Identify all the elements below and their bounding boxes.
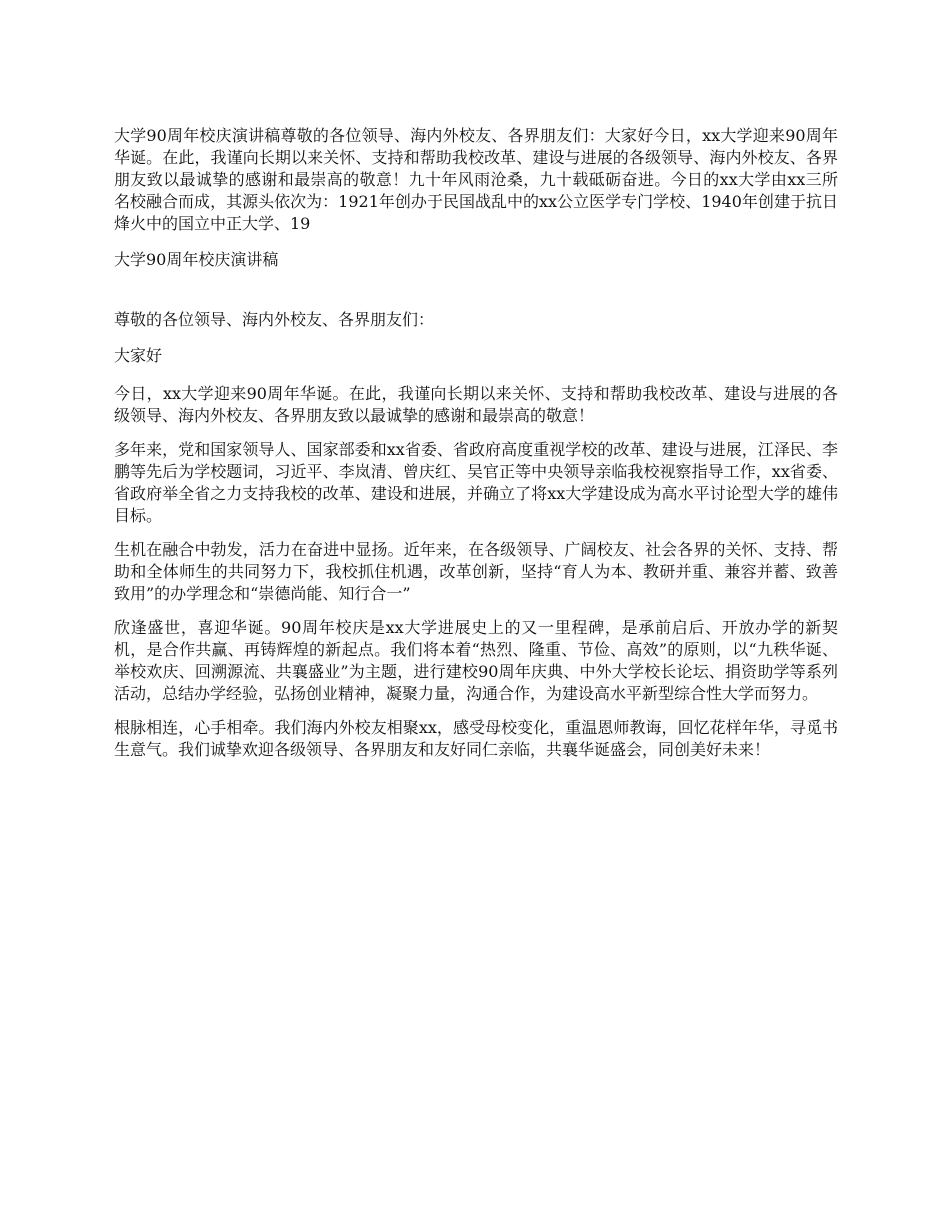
document-page bbox=[114, 125, 838, 773]
salutation: 尊敬的各位领导、海内外校友、各界朋友们： bbox=[114, 310, 435, 329]
paragraph-3: 生机在融合中勃发，活力在奋进中显扬。近年来，在各级领导、广阔校友、社会各界的关怀、支持、帮助和全体师生的共同努力下，我校抓住机遇，改革创新，坚持“育人为本、教研并重、兼容并蓄、致善致用”的办学理念和“崇德尚能、知行合一” bbox=[114, 540, 838, 603]
paragraph-2: 多年来，党和国家领导人、国家部委和xx省委、省政府高度重视学校的改革、建设与进展，江泽民、李鹏等先后为学校题词，习近平、李岚清、曾庆红、吴官正等中央领导亲临我校视察指导工作，xx省委、省政府举全省之力支持我校的改革、建设和进展，并确立了将xx大学建设成为高水平讨论型大学的雄伟目标。 bbox=[114, 440, 838, 525]
paragraph-5: 根脉相连，心手相牵。我们海内外校友相聚xx，感受母校变化，重温恩师教诲，回忆花样年华，寻觅书生意气。我们诚挚欢迎各级领导、各界朋友和友好同仁亲临，共襄华诞盛会，同创美好未来！ bbox=[114, 718, 838, 759]
document-title: 大学90周年校庆演讲稿 bbox=[114, 250, 279, 269]
document-summary: 大学90周年校庆演讲稿尊敬的各位领导、海内外校友、各界朋友们：大家好今日，xx大学迎来90周年华诞。在此，我谨向长期以来关怀、支持和帮助我校改革、建设与进展的各级领导、海内外校友、各界朋友致以最诚挚的感谢和最崇高的敬意！九十年风雨沧桑，九十载砥砺奋进。今日的xx大学由xx三所名校融合而成，其源头依次为：1921年创办于民国战乱中的xx公立医学专门学校、1940年创建于抗日烽火中的国立中正大学、19 bbox=[114, 126, 838, 233]
greeting: 大家好 bbox=[114, 346, 163, 365]
paragraph-1: 今日，xx大学迎来90周年华诞。在此，我谨向长期以来关怀、支持和帮助我校改革、建设与进展的各级领导、海内外校友、各界朋友致以最诚挚的感谢和最崇高的敬意！ bbox=[114, 384, 838, 425]
paragraph-4: 欣逢盛世，喜迎华诞。90周年校庆是xx大学进展史上的又一里程碑，是承前启后、开放办学的新契机，是合作共赢、再铸辉煌的新起点。我们将本着“热烈、隆重、节俭、高效”的原则，以“九秩华诞、举校欢庆、回溯源流、共襄盛业”为主题，进行建校90周年庆典、中外大学校长论坛、捐资助学等系列活动，总结办学经验，弘扬创业精神，凝聚力量，沟通合作，为建设高水平新型综合性大学而努力。 bbox=[114, 618, 838, 703]
